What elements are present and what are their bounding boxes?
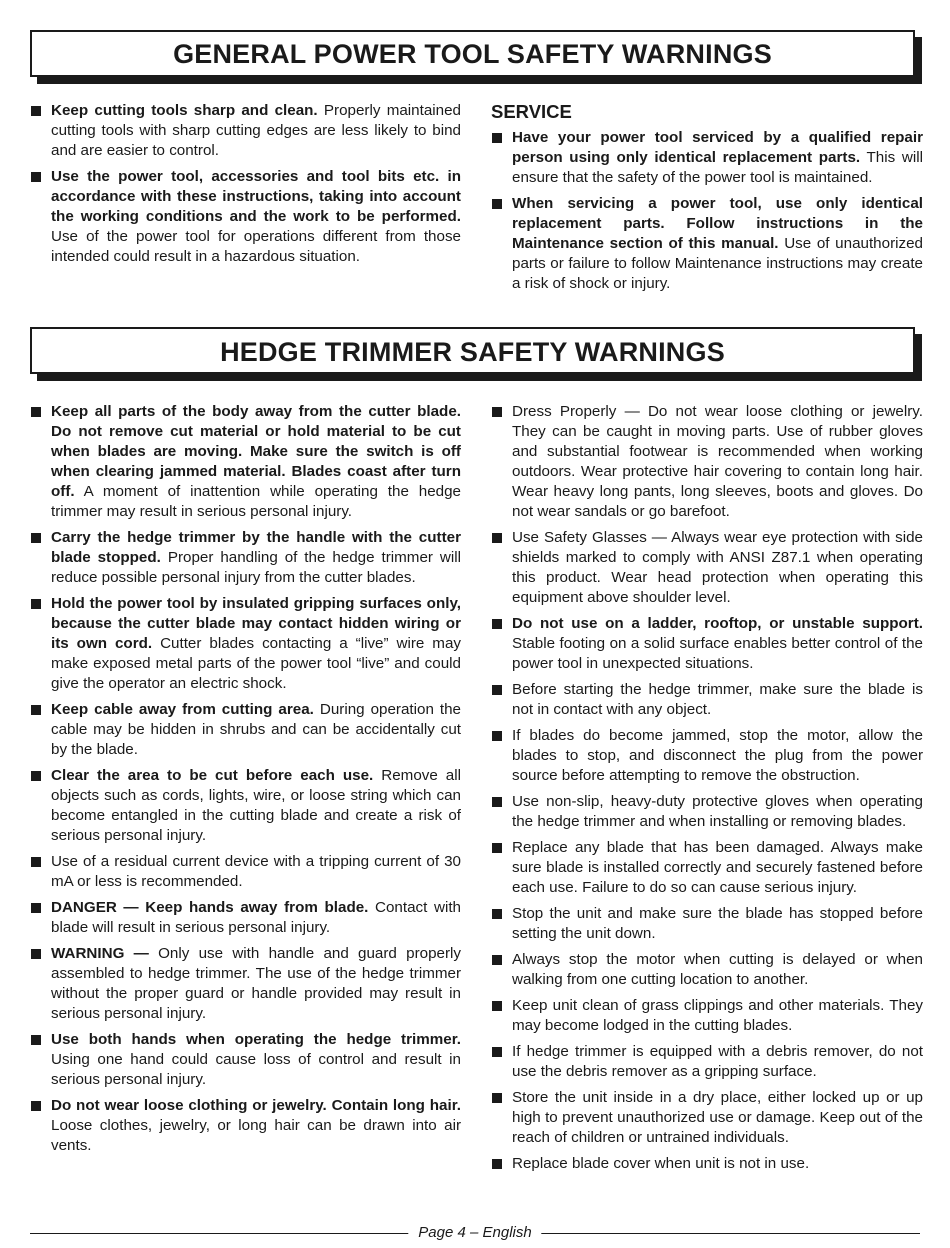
square-bullet-icon xyxy=(31,771,41,781)
item-bold-text: Carry the hedge trimmer by the handle with the cutter blade stopped. xyxy=(51,529,461,566)
item-text: Before starting the hedge trimmer, make sure the blade is not in contact with any object. xyxy=(512,681,923,718)
square-bullet-icon xyxy=(492,685,502,695)
item-text: Use of the power tool for operations different from those intended could result in a hazardous situation. xyxy=(51,228,461,265)
item-bold-text: Keep cutting tools sharp and clean. xyxy=(51,102,318,119)
bullet-item xyxy=(30,766,461,846)
square-bullet-icon xyxy=(31,533,41,543)
bullet-item xyxy=(491,904,923,944)
hedge-safety-title: HEDGE TRIMMER SAFETY WARNINGS xyxy=(220,337,725,367)
bullet-item xyxy=(30,700,461,760)
item-text: If blades do become jammed, stop the motor, allow the blades to stop, and disconnect the plug from the power source before attempting to remove the obstruction. xyxy=(512,727,923,784)
item-text: Contact with blade will result in serious personal injury. xyxy=(51,899,461,936)
item-bold-text: WARNING — xyxy=(51,945,149,962)
item-text: Properly maintained cutting tools with sharp cutting edges are less likely to bind and are easier to control. xyxy=(51,102,461,159)
square-bullet-icon xyxy=(492,1001,502,1011)
item-bold-text: DANGER — Keep hands away from blade. xyxy=(51,899,369,916)
item-text: Store the unit inside in a dry place, either locked up or up high to prevent unauthorized use or damage. Keep out of the reach of children or untrained individuals. xyxy=(512,1089,923,1146)
general-safety-title: GENERAL POWER TOOL SAFETY WARNINGS xyxy=(173,39,772,69)
item-bold-text: Clear the area to be cut before each use. xyxy=(51,767,374,784)
square-bullet-icon xyxy=(31,407,41,417)
general-left-column xyxy=(30,101,461,273)
item-text: Use Safety Glasses — Always wear eye protection with side shields marked to comply with ANSI Z87.1 when operating this product. Wear head protection when operating this equipment above shoulder level. xyxy=(512,529,923,606)
square-bullet-icon xyxy=(492,619,502,629)
square-bullet-icon xyxy=(31,106,41,116)
item-text: Using one hand could cause loss of control and result in serious personal injury. xyxy=(51,1051,461,1088)
square-bullet-icon xyxy=(492,909,502,919)
bullet-item xyxy=(491,726,923,786)
hedge-safety-banner xyxy=(30,327,915,374)
bullet-item xyxy=(491,680,923,720)
item-text: Proper handling of the hedge trimmer will reduce possible personal injury from the cutter blades. xyxy=(51,549,461,586)
item-bold-text: Use the power tool, accessories and tool bits etc. in accordance with these instructions, taking into account the working conditions and the work to be performed. xyxy=(51,168,461,225)
item-text: Keep unit clean of grass clippings and other materials. They may become lodged in the cutting blades. xyxy=(512,997,923,1034)
bullet-item xyxy=(491,1154,923,1174)
item-text: Loose clothes, jewelry, or long hair can be drawn into air vents. xyxy=(51,1117,461,1154)
item-text: Replace any blade that has been damaged. Always make sure blade is installed correctly and securely fastened before each use. Failure to do so can cause serious injury. xyxy=(512,839,923,896)
square-bullet-icon xyxy=(492,533,502,543)
hedge-left-column xyxy=(30,402,461,1162)
item-text: Use of a residual current device with a tripping current of 30 mA or less is recommended. xyxy=(51,853,461,890)
square-bullet-icon xyxy=(492,955,502,965)
square-bullet-icon xyxy=(492,843,502,853)
item-bold-text: Use both hands when operating the hedge trimmer. xyxy=(51,1031,461,1048)
item-bold-text: Keep all parts of the body away from the cutter blade. Do not remove cut material or hold material to be cut when blades are moving. Make sure the switch is off when clearing jammed material. Blades coast after turn off. xyxy=(51,403,461,500)
item-bold-text: Keep cable away from cutting area. xyxy=(51,701,314,718)
bullet-item xyxy=(491,792,923,832)
bullet-item xyxy=(30,944,461,1024)
square-bullet-icon xyxy=(31,857,41,867)
item-bold-text: Do not wear loose clothing or jewelry. Contain long hair. xyxy=(51,1097,461,1114)
square-bullet-icon xyxy=(492,1047,502,1057)
bullet-item xyxy=(30,101,461,161)
item-bold-text: When servicing a power tool, use only identical replacement parts. Follow instructions in the Maintenance section of this manual. xyxy=(512,195,923,252)
bullet-item xyxy=(491,1042,923,1082)
square-bullet-icon xyxy=(31,903,41,913)
item-text: Use of unauthorized parts or failure to follow Maintenance instructions may create a risk of shock or injury. xyxy=(512,235,923,292)
service-column xyxy=(491,101,923,300)
item-text: Replace blade cover when unit is not in use. xyxy=(512,1155,810,1172)
bullet-item xyxy=(30,167,461,267)
item-text: Use non-slip, heavy-duty protective gloves when operating the hedge trimmer and when installing or removing blades. xyxy=(512,793,923,830)
square-bullet-icon xyxy=(492,1093,502,1103)
square-bullet-icon xyxy=(31,949,41,959)
bullet-item xyxy=(30,528,461,588)
square-bullet-icon xyxy=(31,1035,41,1045)
bullet-item xyxy=(30,852,461,892)
item-text: If hedge trimmer is equipped with a debris remover, do not use the debris remover as a gripping surface. xyxy=(512,1043,923,1080)
bullet-item xyxy=(491,996,923,1036)
bullet-item xyxy=(491,1088,923,1148)
footer-page-label: Page 4 – English xyxy=(408,1223,541,1243)
bullet-item xyxy=(30,898,461,938)
square-bullet-icon xyxy=(492,407,502,417)
item-text: Cutter blades contacting a “live” wire may make exposed metal parts of the power tool “live” and could give the operator an electric shock. xyxy=(51,635,461,692)
item-bold-text: Have your power tool serviced by a qualified repair person using only identical replacement parts. xyxy=(512,129,923,166)
bullet-item xyxy=(491,128,923,188)
item-text: During operation the cable may be hidden in shrubs and can be accidentally cut by the blade. xyxy=(51,701,462,758)
bullet-item xyxy=(491,194,923,294)
square-bullet-icon xyxy=(492,731,502,741)
square-bullet-icon xyxy=(31,172,41,182)
bullet-item xyxy=(30,1030,461,1090)
square-bullet-icon xyxy=(492,133,502,143)
service-heading: SERVICE xyxy=(491,101,572,122)
bullet-item xyxy=(491,528,923,608)
general-safety-banner xyxy=(30,30,915,77)
service-list xyxy=(491,128,923,294)
item-text: This will ensure that the safety of the power tool is maintained. xyxy=(512,149,923,186)
item-text: Stop the unit and make sure the blade has stopped before setting the unit down. xyxy=(512,905,923,942)
square-bullet-icon xyxy=(31,1101,41,1111)
item-text: A moment of inattention while operating the hedge trimmer may result in serious personal injury. xyxy=(51,483,461,520)
item-text: Dress Properly — Do not wear loose clothing or jewelry. They can be caught in moving parts. Use of rubber gloves and substantial footwear is recommended when working outdoors. Wear protective hair covering to contain long hair. Wear heavy long pants, long sleeves, boots and gloves. Do not wear sandals or go barefoot. xyxy=(512,403,923,520)
square-bullet-icon xyxy=(31,705,41,715)
item-text: Stable footing on a solid surface enables better control of the power tool in unexpected situations. xyxy=(512,635,923,672)
hedge-right-column xyxy=(491,402,923,1180)
bullet-item xyxy=(491,838,923,898)
bullet-item xyxy=(30,1096,461,1156)
bullet-item xyxy=(30,402,461,522)
item-text: Always stop the motor when cutting is delayed or when walking from one cutting location to another. xyxy=(512,951,923,988)
square-bullet-icon xyxy=(492,797,502,807)
square-bullet-icon xyxy=(492,1159,502,1169)
page-footer xyxy=(30,1223,920,1243)
item-text: Only use with handle and guard properly assembled to hedge trimmer. The use of the hedge trimmer without the proper guard or handle provided may result in serious personal injury. xyxy=(51,945,461,1022)
item-text: Remove all objects such as cords, lights, wire, or loose string which can become entangled in the cutting blade and create a risk of serious personal injury. xyxy=(51,767,462,844)
bullet-item xyxy=(491,950,923,990)
square-bullet-icon xyxy=(31,599,41,609)
item-bold-text: Do not use on a ladder, rooftop, or unstable support. xyxy=(512,615,923,632)
item-bold-text: Hold the power tool by insulated gripping surfaces only, because the cutter blade may contact hidden wiring or its own cord. xyxy=(51,595,461,652)
bullet-item xyxy=(30,594,461,694)
bullet-item xyxy=(491,614,923,674)
square-bullet-icon xyxy=(492,199,502,209)
bullet-item xyxy=(491,402,923,522)
